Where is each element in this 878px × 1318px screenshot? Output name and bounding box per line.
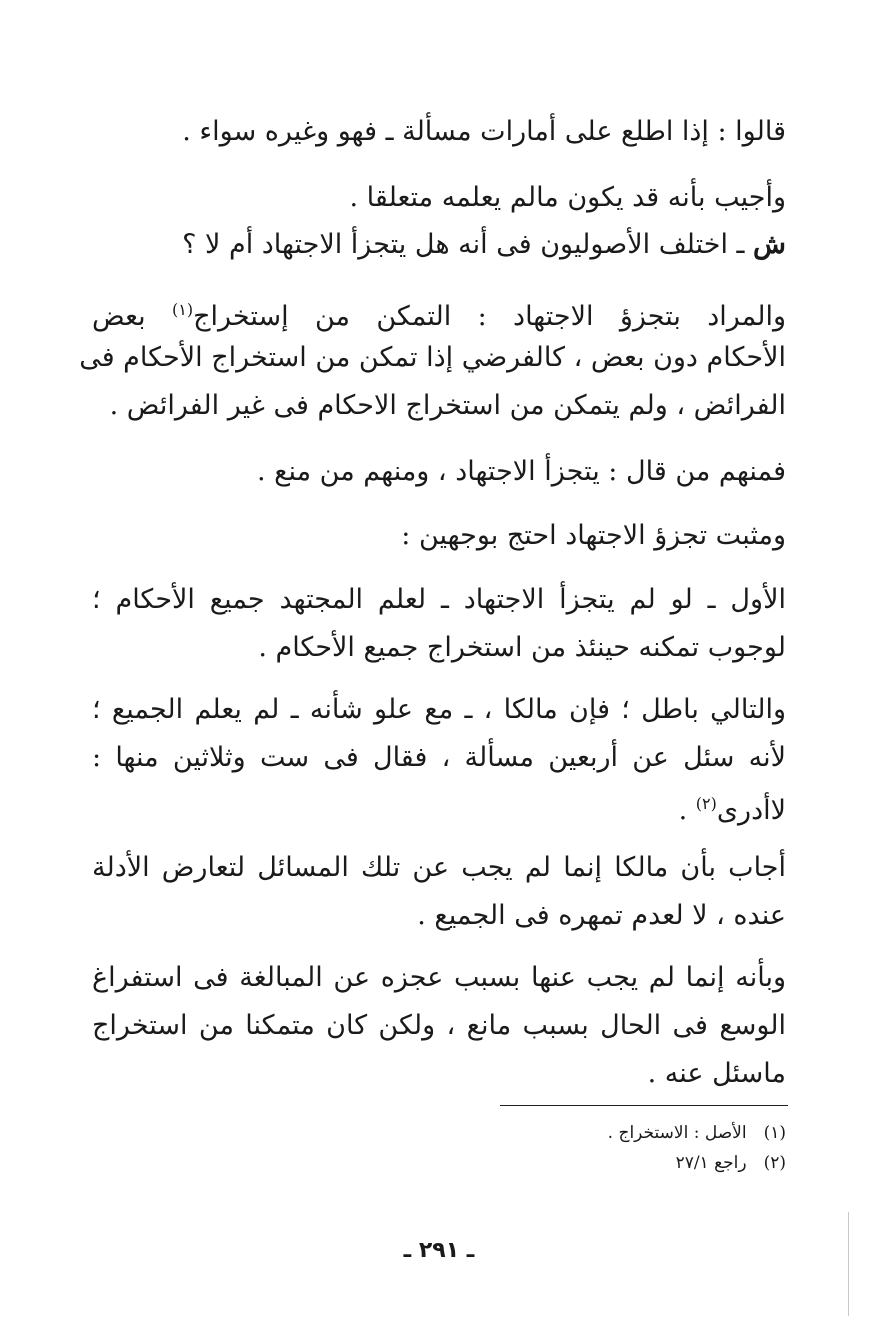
- footnote: [608, 1120, 786, 1146]
- text-line: أجاب بأن مالكا إنما لم يجب عن تلك المسائل لتعارض الأدلة: [92, 852, 786, 883]
- footnote-ref: (٢): [695, 794, 717, 813]
- text-run: ـ اختلف الأصوليون فى أنه هل يتجزأ الاجتهاد أم لا ؟: [182, 229, 754, 260]
- text-run: .: [678, 795, 688, 826]
- text-line: ومثبت تجزؤ الاجتهاد احتج بوجهين :: [401, 520, 786, 551]
- text-line: وأجيب بأنه قد يكون مالم يعلمه متعلقا .: [349, 182, 786, 213]
- text-run: لاأدرى: [716, 795, 786, 826]
- text-line: الفرائض ، ولم يتمكن من استخراج الاحكام فى غير الفرائض .: [109, 390, 786, 421]
- footnote-ref: (١): [171, 300, 194, 319]
- text-line: [92, 225, 786, 265]
- text-line: [92, 784, 786, 831]
- commentary-marker: ش: [753, 229, 786, 260]
- footnote-number: (٢): [763, 1153, 786, 1173]
- text-line: وبأنه إنما لم يجب عنها بسبب عجزه عن المبالغة فى استفراغ: [92, 962, 786, 993]
- text-line: لوجوب تمكنه حينئذ من استخراج جميع الأحكام .: [258, 632, 786, 663]
- text-line: ماسئل عنه .: [647, 1058, 786, 1089]
- text-line: فمنهم من قال : يتجزأ الاجتهاد ، ومنهم من منع .: [256, 456, 786, 487]
- footnote: [676, 1150, 786, 1176]
- text-line: الأحكام دون بعض ، كالفرضي إذا تمكن من استخراج الأحكام فى: [79, 342, 786, 373]
- footnote-text: راجع ٢٧/١: [675, 1153, 747, 1173]
- footnote-text: الأصل : الاستخراج .: [607, 1123, 747, 1143]
- scan-margin-line: [848, 1212, 849, 1316]
- text-line: والتالي باطل ؛ فإن مالكا ، ـ مع علو شأنه ـ لم يعلم الجميع ؛: [92, 694, 786, 725]
- text-line: لأنه سئل عن أربعين مسألة ، فقال فى ست وثلاثين منها :: [92, 742, 786, 773]
- text-run: والمراد بتجزؤ الاجتهاد : التمكن من إستخراج: [193, 301, 787, 332]
- text-line: [92, 290, 786, 337]
- text-line: الوسع فى الحال بسبب مانع ، ولكن كان متمكنا من استخراج: [92, 1010, 787, 1041]
- text-line: عنده ، لا لعدم تمهره فى الجميع .: [417, 900, 786, 931]
- page-number: ـ ٢٩١ ـ: [403, 1238, 475, 1263]
- text-line: الأول ـ لو لم يتجزأ الاجتهاد ـ لعلم المجتهد جميع الأحكام ؛: [92, 584, 786, 615]
- footnote-number: (١): [763, 1123, 786, 1143]
- text-line: قالوا : إذا اطلع على أمارات مسألة ـ فهو وغيره سواء .: [182, 116, 786, 147]
- footnote-divider: [500, 1105, 788, 1106]
- text-run: بعض: [92, 301, 146, 332]
